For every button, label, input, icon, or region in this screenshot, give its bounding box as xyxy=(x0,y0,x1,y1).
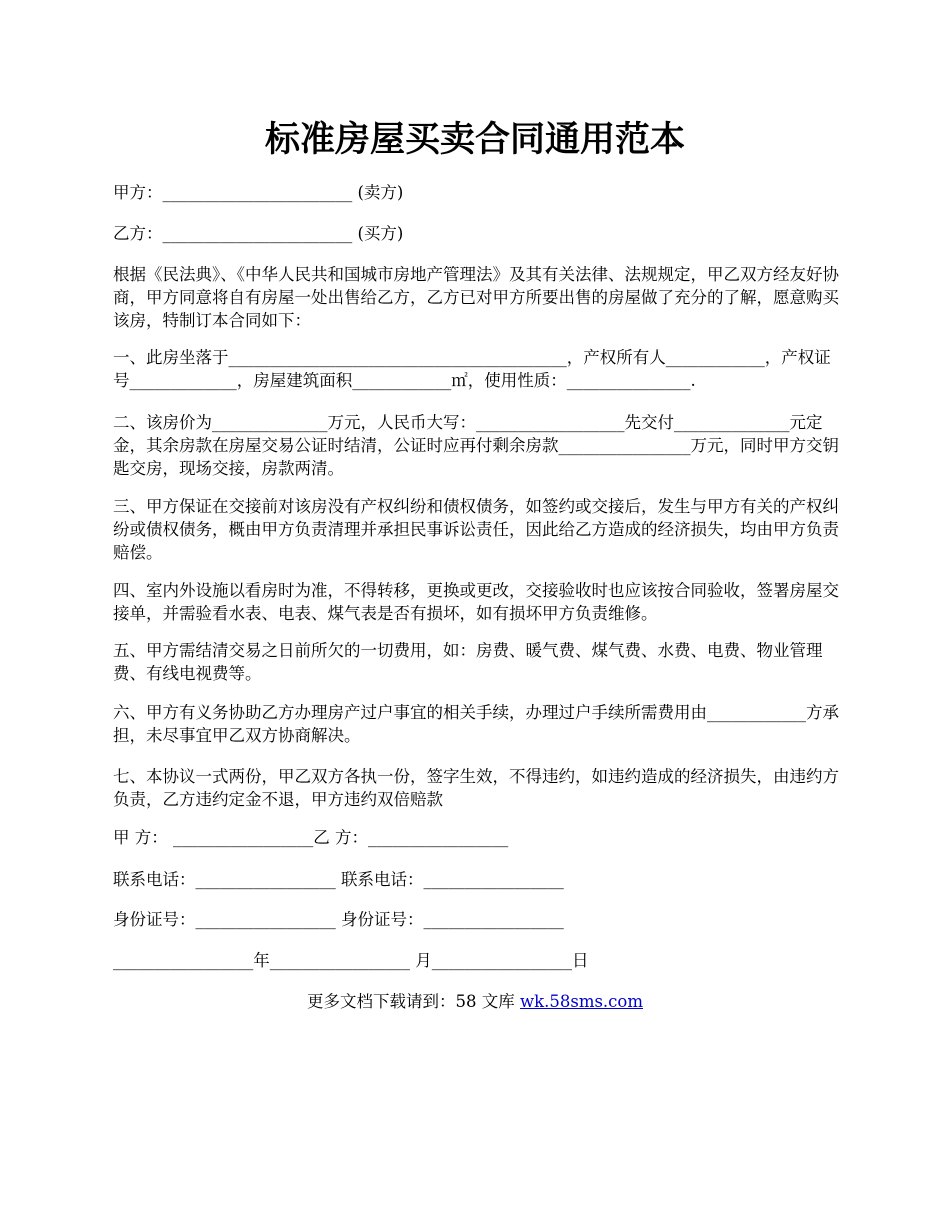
party-b-line: 乙方：_______________________ (买方) xyxy=(113,224,404,243)
signature-party-line: 甲 方： _________________乙 方：_________________ xyxy=(113,828,509,847)
clause-3: 三、甲方保证在交接前对该房没有产权纠纷和债权债务，如签约或交接后，发生与甲方有关的产权纠纷或债权债务，概由甲方负责清理并承担民事诉讼责任，因此给乙方造成的经济损失，均由甲方负责赔偿。 xyxy=(113,497,839,562)
intro-paragraph: 根据《民法典》、《中华人民共和国城市房地产管理法》及其有关法律、法规规定，甲乙双方经友好协商，甲方同意将自有房屋一处出售给乙方，乙方已对甲方所要出售的房屋做了充分的了解，愿意购买该房，特制订本合同如下： xyxy=(113,265,839,330)
clause-1: 一、此房坐落于_________________________________________，产权所有人____________，产权证号_____________，房屋建筑面积____________㎡，使用性质：_______________. xyxy=(113,348,831,390)
footer-link[interactable]: wk.58sms.com xyxy=(519,992,643,1011)
clause-5: 五、甲方需结清交易之日前所欠的一切费用，如：房费、暖气费、煤气费、水费、电费、物业管理费、有线电视费等。 xyxy=(113,641,823,683)
footer-text: 更多文档下载请到：58 文库 xyxy=(306,992,520,1011)
document-title: 标准房屋买卖合同通用范本 xyxy=(264,119,685,160)
clause-6: 六、甲方有义务协助乙方办理房产过户事宜的相关手续，办理过户手续所需费用由____________方承担，未尽事宜甲乙双方协商解决。 xyxy=(113,703,839,745)
signature-phone-line: 联系电话：_________________ 联系电话：_________________ xyxy=(113,870,564,889)
footer xyxy=(0,990,950,1013)
party-a-line: 甲方：_______________________ (卖方) xyxy=(113,183,404,202)
clause-4: 四、室内外设施以看房时为准，不得转移，更换或更改，交接验收时也应该按合同验收，签署房屋交接单，并需验看水表、电表、煤气表是否有损坏，如有损坏甲方负责维修。 xyxy=(113,581,839,623)
signature-date-line: _________________年_________________ 月_________________日 xyxy=(113,951,589,970)
clause-2: 二、该房价为______________万元，人民币大写：__________________先交付______________元定金，其余房款在房屋交易公证时结清，公证时应再付剩余房款________________万元，同时甲方交钥匙交房，现场交接，房款两清。 xyxy=(113,413,839,478)
signature-id-line: 身份证号：_________________ 身份证号：_________________ xyxy=(113,910,564,929)
clause-7: 七、本协议一式两份，甲乙双方各执一份，签字生效，不得违约，如违约造成的经济损失，由违约方负责，乙方违约定金不退，甲方违约双倍赔款 xyxy=(113,767,839,809)
